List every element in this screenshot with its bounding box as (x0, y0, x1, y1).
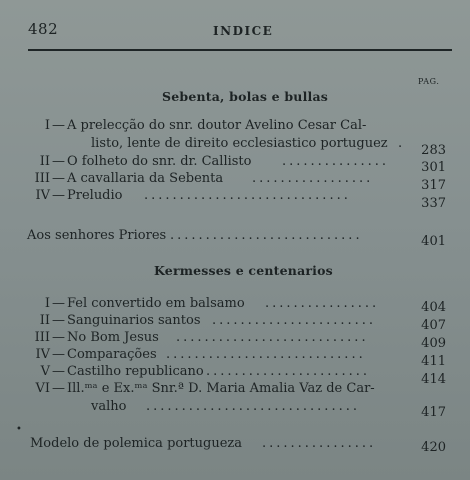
toc-entry[interactable]: III — A cavallaria da Sebenta (34, 171, 224, 186)
book-page: 482 INDICE PAG. Sebenta, bolas e bullas I — A prelecção do snr. doutor Avelino Cesar Cal- listo, lente de direito ecclesiastico portuguez . 283 II — O folheto do snr. dr. Callisto ............... 301 III — A cavallaria da Sebenta ................. 317 IV — Preludio ............................. 337 Aos senhores Priores ........................... 401 Kermesses e centenarios I — Fel convertido em balsamo ................ 404 II — Sanguinarios santos ....................... 407 III — No Bom Jesus ........................... 409 IV — Comparações ............................ 411 V — Castilho republicano ....................... 414 VI — Ill.ᵐᵃ e Ex.ᵐᵃ Snr.ª D. Maria Amalia Vaz de Car- valho .............................. 417 • Modelo de polemica portugueza ................ 420 (0, 0, 470, 480)
toc-entry[interactable]: IV — Preludio (35, 188, 123, 203)
toc-entry[interactable]: I — A prelecção do snr. doutor Avelino Cesar Cal- (44, 118, 367, 133)
toc-page-number: 409 (421, 336, 446, 351)
toc-entry-continuation: valho (91, 399, 127, 414)
toc-page-number: 411 (421, 354, 446, 369)
toc-page-number: 401 (421, 234, 446, 249)
toc-page-number: 283 (421, 143, 446, 158)
toc-page-number: 337 (421, 196, 446, 211)
toc-entry-continuation: listo, lente de direito ecclesiastico portuguez (91, 136, 388, 151)
toc-page-number: 404 (421, 300, 446, 315)
toc-entry-aos-senhores-priores[interactable]: Aos senhores Priores (27, 228, 167, 243)
toc-page-number: 414 (421, 372, 446, 387)
bullet-mark: • (16, 424, 22, 435)
header-rule (28, 49, 452, 51)
toc-entry-modelo-de-polemica[interactable]: Modelo de polemica portugueza (30, 436, 243, 451)
running-title: INDICE (213, 24, 274, 38)
toc-entry[interactable]: II — Sanguinarios santos (39, 313, 201, 328)
toc-entry[interactable]: IV — Comparações (35, 347, 157, 362)
section-title-kermesses: Kermesses e centenarios (154, 263, 333, 278)
page-number: 482 (28, 20, 59, 38)
toc-entry[interactable]: I — Fel convertido em balsamo (44, 296, 245, 311)
page-column-label: PAG. (418, 77, 440, 86)
running-head (28, 18, 450, 48)
toc-entry[interactable]: VI — Ill.ᵐᵃ e Ex.ᵐᵃ Snr.ª D. Maria Amalia Vaz de Car- (35, 381, 375, 396)
toc-page-number: 301 (421, 160, 446, 175)
toc-entry[interactable]: III — No Bom Jesus (34, 330, 159, 345)
toc-page-number: 420 (421, 440, 446, 455)
section-title-sebenta: Sebenta, bolas e bullas (162, 89, 329, 104)
toc-page-number: 407 (421, 318, 446, 333)
toc-entry[interactable]: II — O folheto do snr. dr. Callisto (39, 154, 252, 169)
toc-entry[interactable]: V — Castilho republicano (40, 364, 204, 379)
toc-page-number: 317 (421, 178, 446, 193)
toc-page-number: 417 (421, 405, 446, 420)
